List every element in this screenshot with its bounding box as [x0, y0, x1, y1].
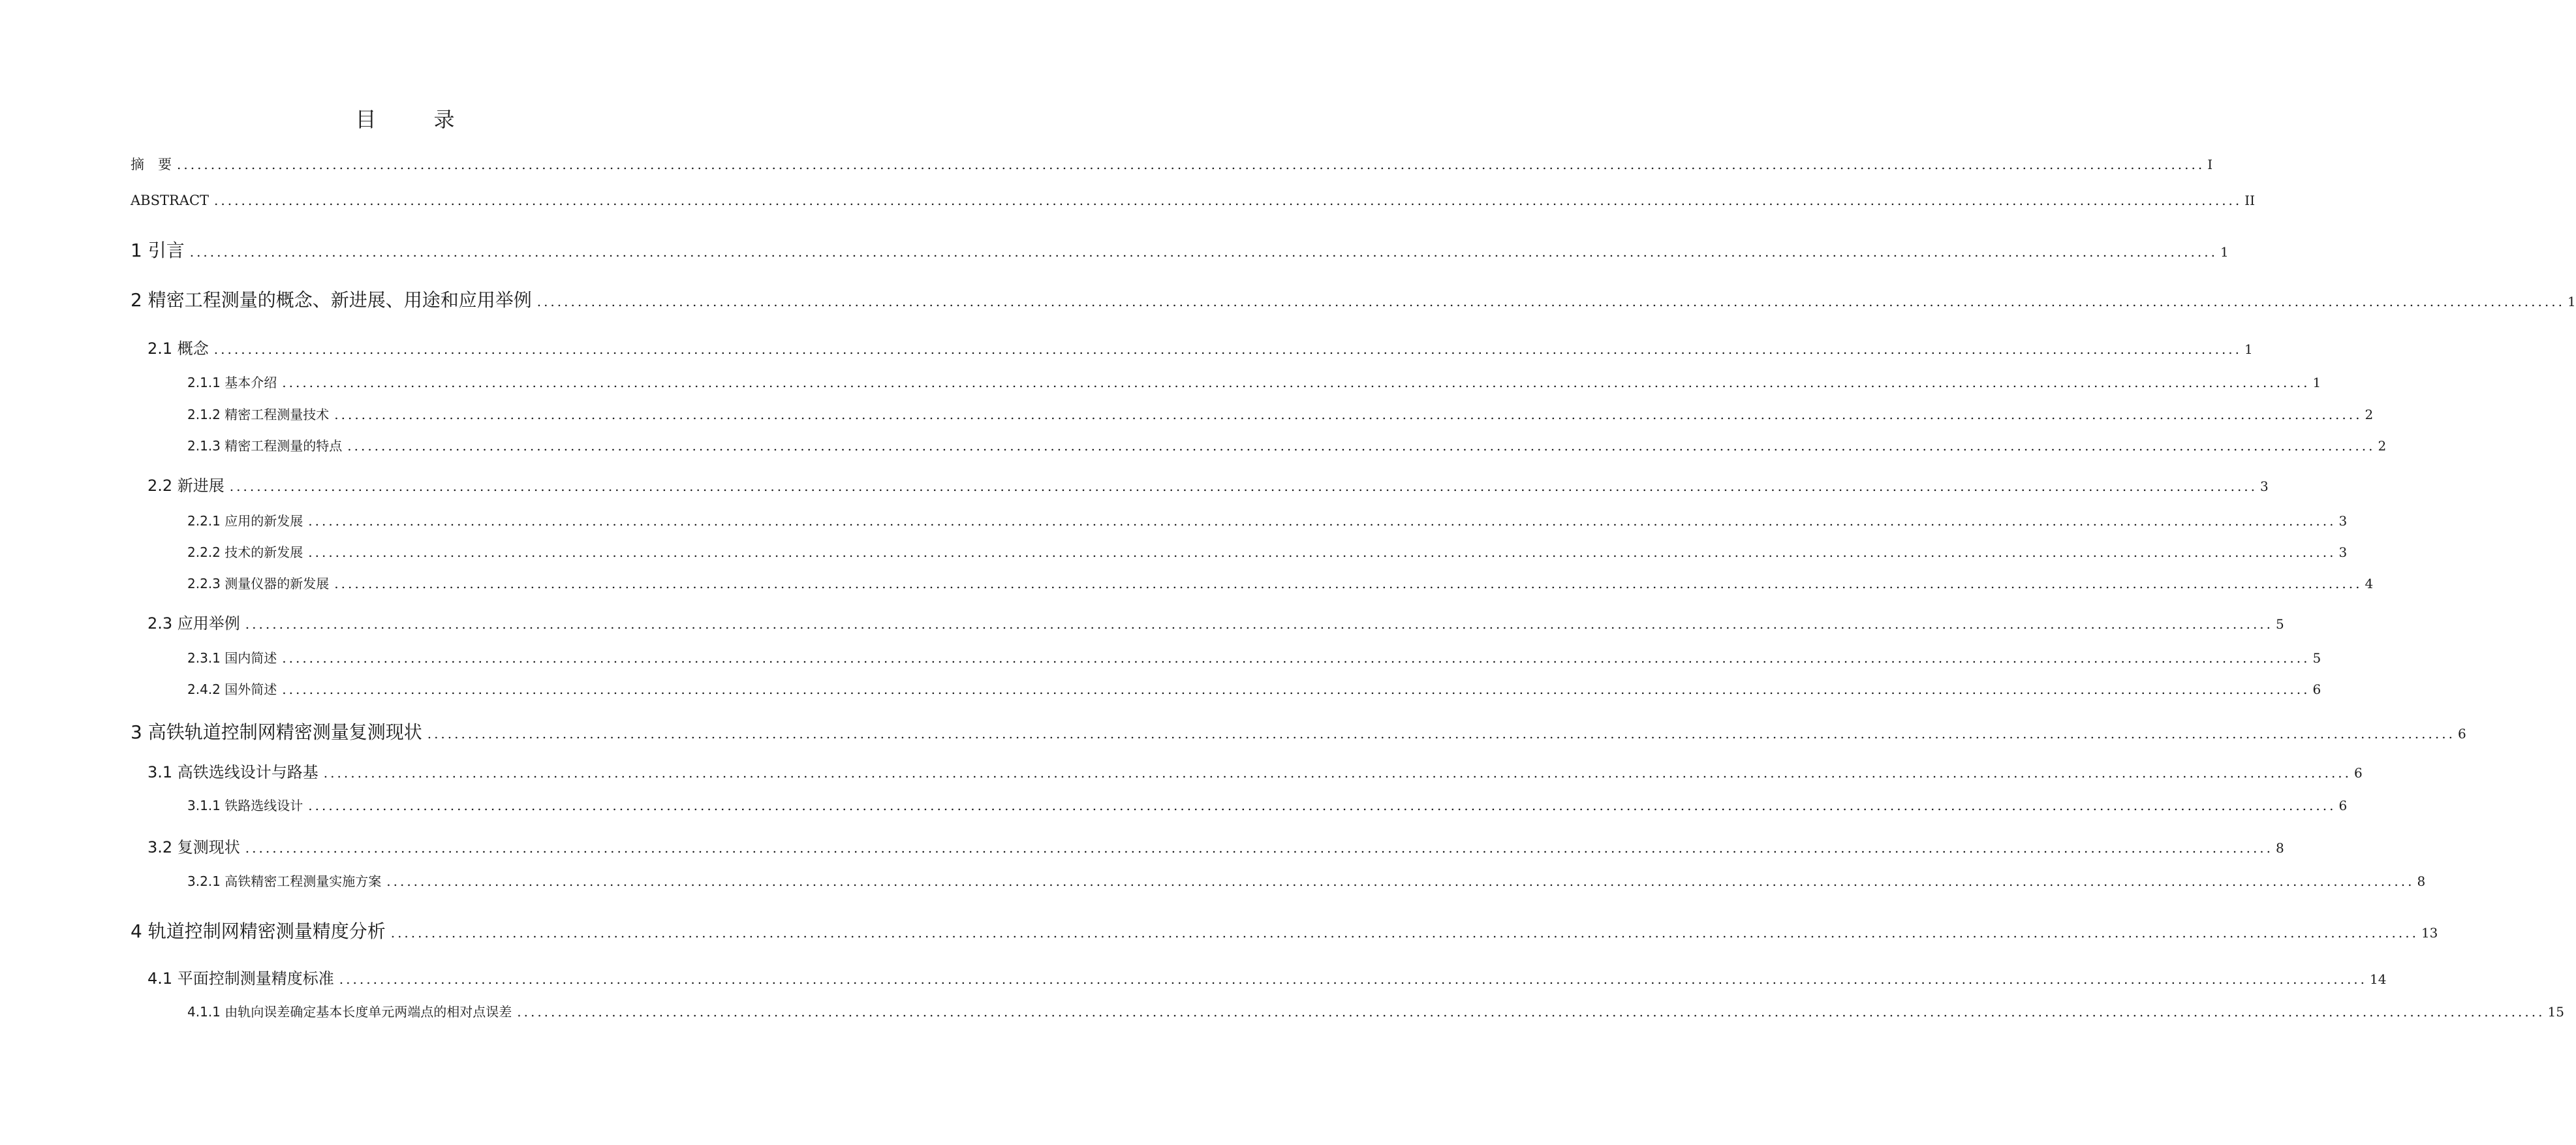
toc-dot-leader: ............................................................................................................................................................................................................................................................................................................	[323, 765, 2352, 781]
toc-entry-label: 4.1.1 由轨向误差确定基本长度单元两端点的相对点误差	[187, 1004, 512, 1020]
toc-entry-label: 2.2.3 测量仪器的新发展	[187, 576, 330, 591]
toc-entry-label: 1 引言	[131, 240, 185, 261]
toc-entry[interactable]	[187, 648, 2321, 667]
toc-entry-label: 2.2.1 应用的新发展	[187, 513, 303, 529]
toc-dot-leader: ............................................................................................................................................................................................................................................................................................................	[214, 193, 2242, 208]
toc-dot-leader: ............................................................................................................................................................................................................................................................................................................	[282, 650, 2310, 666]
toc-dot-leader: ............................................................................................................................................................................................................................................................................................................	[517, 1004, 2545, 1020]
toc-entry[interactable]	[147, 336, 2253, 358]
toc-dot-leader: ............................................................................................................................................................................................................................................................................................................	[390, 925, 2419, 941]
toc-page-number: 6	[2457, 726, 2466, 742]
toc-entry[interactable]	[147, 965, 2387, 988]
toc-page-number: 5	[2276, 616, 2284, 632]
toc-entry-label: 2.2 新进展	[147, 477, 225, 495]
toc-entry-label: 2.1 概念	[147, 339, 209, 358]
toc-dot-leader: ............................................................................................................................................................................................................................................................................................................	[308, 513, 2336, 529]
toc-dot-leader: ............................................................................................................................................................................................................................................................................................................	[536, 294, 2565, 309]
toc-entry-label: 2.2.2 技术的新发展	[187, 544, 303, 560]
toc-entry[interactable]	[131, 236, 2229, 262]
toc-page-number: I	[2207, 157, 2213, 172]
toc-entry-label: 4 轨道控制网精密测量精度分析	[131, 920, 386, 942]
toc-page-number: 3	[2260, 478, 2269, 494]
toc-page-number: 2	[2365, 407, 2374, 422]
toc-entry-label: 摘 要	[131, 157, 172, 172]
toc-page-number: 8	[2417, 873, 2426, 889]
toc-entry[interactable]	[131, 193, 2256, 208]
toc-dot-leader: ............................................................................................................................................................................................................................................................................................................	[347, 438, 2376, 454]
toc-page-number: 8	[2276, 840, 2284, 856]
toc-entry[interactable]	[147, 610, 2284, 633]
toc-entry-label: 2.3 应用举例	[147, 614, 240, 633]
toc-entry-label: 2.1.3 精密工程测量的特点	[187, 438, 343, 454]
toc-entry[interactable]	[147, 473, 2269, 495]
toc-entry[interactable]	[187, 795, 2348, 814]
toc-entry[interactable]	[187, 372, 2321, 391]
toc-page-number: 6	[2354, 765, 2363, 781]
toc-entry-label: 3.2 复测现状	[147, 838, 240, 856]
toc-page-number: 14	[2370, 971, 2387, 987]
toc-dot-leader: ............................................................................................................................................................................................................................................................................................................	[245, 616, 2274, 632]
toc-dot-leader: ............................................................................................................................................................................................................................................................................................................	[308, 798, 2336, 813]
toc-entry[interactable]	[131, 917, 2438, 943]
toc-page-number: 15	[2547, 1004, 2564, 1020]
toc-entry[interactable]	[187, 679, 2321, 698]
toc-dot-leader: ............................................................................................................................................................................................................................................................................................................	[245, 840, 2274, 856]
toc-dot-leader: ............................................................................................................................................................................................................................................................................................................	[213, 341, 2242, 357]
toc-page-number: 2	[2378, 438, 2387, 454]
toc-entry-label: 2.1.2 精密工程测量技术	[187, 407, 330, 422]
toc-page-number: 1	[2567, 294, 2576, 309]
toc-title: 目 录	[355, 107, 473, 132]
toc-dot-leader: ............................................................................................................................................................................................................................................................................................................	[308, 544, 2336, 560]
toc-entry-label: 3.2.1 高铁精密工程测量实施方案	[187, 873, 382, 889]
toc-entry-label: 3.1.1 铁路选线设计	[187, 798, 303, 813]
toc-entry-label: 2.1.1 基本介绍	[187, 375, 277, 390]
toc-page-number: 13	[2421, 925, 2438, 941]
toc-dot-leader: ............................................................................................................................................................................................................................................................................................................	[229, 478, 2258, 494]
toc-page-number: 1	[2220, 244, 2229, 260]
toc-dot-leader: ............................................................................................................................................................................................................................................................................................................	[427, 726, 2455, 742]
toc-dot-leader: ............................................................................................................................................................................................................................................................................................................	[189, 244, 2218, 260]
toc-dot-leader: ............................................................................................................................................................................................................................................................................................................	[334, 407, 2363, 422]
toc-dot-leader: ............................................................................................................................................................................................................................................................................................................	[177, 157, 2205, 172]
toc-page-number: 4	[2365, 576, 2374, 591]
toc-entry[interactable]	[187, 542, 2348, 561]
toc-entry[interactable]	[187, 510, 2348, 529]
toc-page-number: 6	[2338, 798, 2348, 813]
toc-entry-label: 3.1 高铁选线设计与路基	[147, 763, 318, 781]
toc-entry[interactable]	[131, 154, 2213, 174]
toc-page-number: 6	[2312, 682, 2321, 697]
toc-page-number: 3	[2338, 513, 2348, 529]
toc-entry[interactable]	[187, 435, 2387, 454]
toc-page-number: 5	[2312, 650, 2321, 666]
toc-dot-leader: ............................................................................................................................................................................................................................................................................................................	[282, 682, 2310, 697]
toc-page-number: 1	[2244, 341, 2253, 357]
toc-page-number: II	[2244, 193, 2256, 208]
toc-entry-label: 2 精密工程测量的概念、新进展、用途和应用举例	[131, 289, 532, 311]
toc-entry[interactable]	[147, 834, 2284, 857]
toc-dot-leader: ............................................................................................................................................................................................................................................................................................................	[386, 873, 2415, 889]
toc-entry-label: 2.4.2 国外简述	[187, 682, 277, 697]
toc-entry[interactable]	[147, 759, 2363, 782]
toc-entry-label: 4.1 平面控制测量精度标准	[147, 969, 334, 988]
toc-entry[interactable]	[131, 718, 2466, 744]
toc-entry[interactable]	[187, 1001, 2564, 1020]
toc-entry[interactable]	[187, 404, 2374, 423]
toc-entry-label: 3 高铁轨道控制网精密测量复测现状	[131, 721, 422, 743]
toc-entry-label: 2.3.1 国内简述	[187, 650, 277, 666]
toc-page-number: 1	[2312, 375, 2321, 390]
toc-entry[interactable]	[187, 573, 2374, 592]
toc-dot-leader: ............................................................................................................................................................................................................................................................................................................	[339, 971, 2368, 987]
toc-entry-label: ABSTRACT	[131, 193, 209, 208]
toc-entry[interactable]	[187, 871, 2426, 890]
toc-entry[interactable]	[131, 286, 2576, 312]
toc-dot-leader: ............................................................................................................................................................................................................................................................................................................	[334, 576, 2363, 591]
toc-dot-leader: ............................................................................................................................................................................................................................................................................................................	[282, 375, 2310, 390]
toc-page-number: 3	[2338, 544, 2348, 560]
